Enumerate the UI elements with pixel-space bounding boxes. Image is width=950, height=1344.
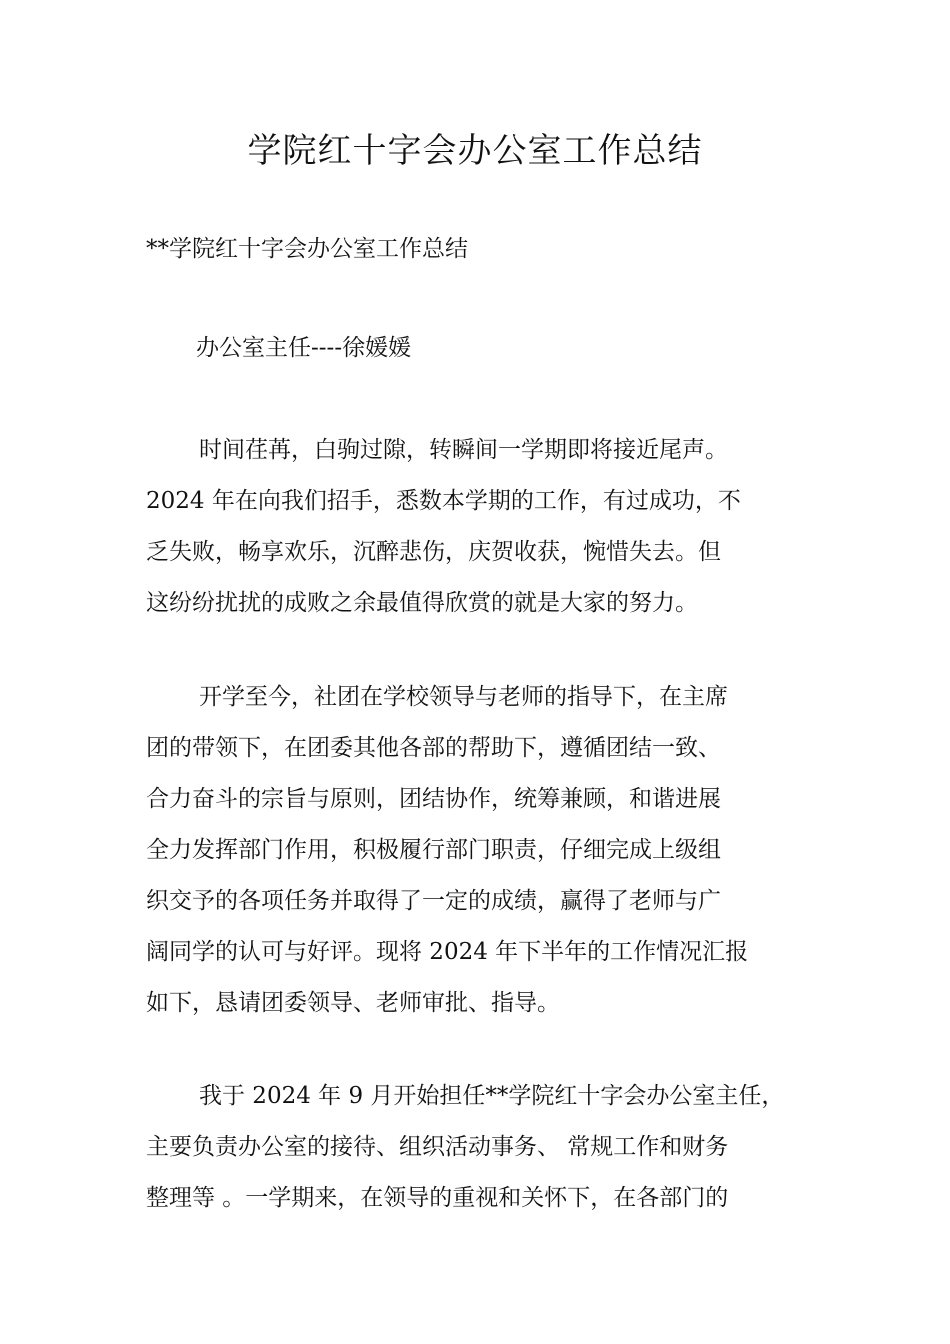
paragraph-line: 如下，恳请团委领导、老师审批、指导。 [146,990,560,1016]
paragraph-line: 开学至今，社团在学校领导与老师的指导下，在主席 [199,684,728,710]
document-title: 学院红十字会办公室工作总结 [247,131,703,171]
paragraph-line: 2024 年在向我们招手，悉数本学期的工作，有过成功，不 [146,488,741,514]
paragraph-line: 全力发挥部门作用，积极履行部门职责，仔细完成上级组 [146,837,721,863]
paragraph-3 [146,1071,816,1224]
document-subtitle: **学院红十字会办公室工作总结 [146,236,468,262]
paragraph-line: 织交予的各项任务并取得了一定的成绩，赢得了老师与广 [146,888,721,914]
paragraph-2 [146,672,816,1029]
paragraph-line: 阔同学的认可与好评。现将 2024 年下半年的工作情况汇报 [146,939,749,965]
author-line: 办公室主任----徐媛媛 [196,335,412,361]
paragraph-line: 这纷纷扰扰的成败之余最值得欣赏的就是大家的努力。 [146,590,698,616]
paragraph-line: 乏失败，畅享欢乐，沉醉悲伤，庆贺收获，惋惜失去。但 [146,539,721,565]
paragraph-line: 整理等 。一学期来，在领导的重视和关怀下，在各部门的 [146,1185,729,1211]
paragraph-1 [146,425,816,629]
paragraph-line: 时间荏苒，白驹过隙，转瞬间一学期即将接近尾声。 [199,437,728,463]
paragraph-line: 团的带领下，在团委其他各部的帮助下，遵循团结一致、 [146,735,721,761]
paragraph-line: 合力奋斗的宗旨与原则，团结协作，统筹兼顾，和谐进展 [146,786,721,812]
paragraph-line: 我于 2024 年 9 月开始担任**学院红十字会办公室主任， [199,1083,785,1109]
paragraph-line: 主要负责办公室的接待、组织活动事务、 常规工作和财务 [146,1134,729,1160]
